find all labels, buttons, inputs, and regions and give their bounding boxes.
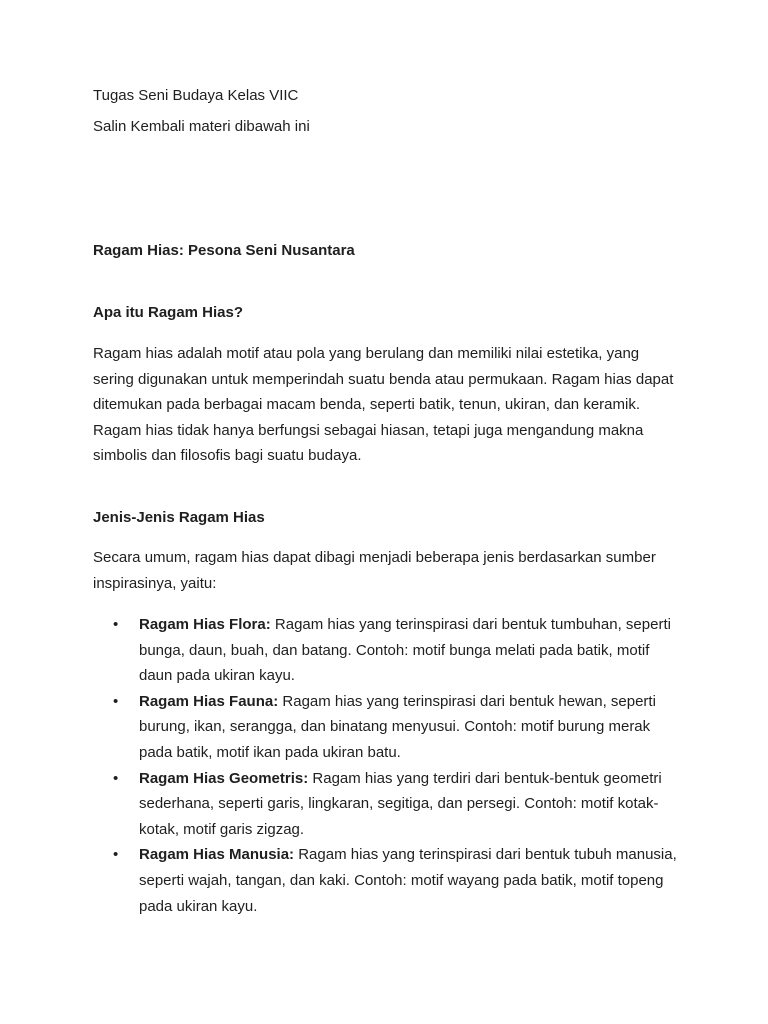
assignment-instruction: Salin Kembali materi dibawah ini: [93, 118, 310, 135]
list-item-text: Ragam hias yang terdiri dari bentuk-bentuk geometri sederhana, seperti garis, lingkaran, segitiga, dan persegi. Contoh: motif kotak-kotak, motif garis zigzag.: [139, 769, 662, 838]
list-item-term: Ragam Hias Manusia:: [139, 846, 295, 864]
list-item-text: Ragam hias yang terinspirasi dari bentuk hewan, seperti burung, ikan, serangga, dan binatang menyusui. Contoh: motif burung merak pada batik, motif ikan pada ukiran batu.: [139, 692, 656, 761]
list-item-term: Ragam Hias Flora:: [139, 616, 271, 633]
types-list: [93, 612, 683, 919]
bullet-icon: •: [113, 769, 119, 787]
bullet-icon: •: [113, 846, 119, 864]
list-item: [93, 842, 683, 919]
document-title: Ragam Hias: Pesona Seni Nusantara: [93, 242, 355, 259]
list-item: [93, 766, 683, 843]
list-item-term: Ragam Hias Fauna:: [139, 692, 279, 710]
bullet-icon: •: [113, 616, 119, 633]
list-item-term: Ragam Hias Geometris:: [139, 769, 309, 787]
bullet-icon: •: [113, 692, 119, 710]
list-item: [93, 612, 683, 689]
list-item-text: Ragam hias yang terinspirasi dari bentuk tumbuhan, seperti bunga, daun, buah, dan batang. Contoh: motif bunga melati pada batik, motif daun pada ukiran kayu.: [139, 616, 671, 685]
section-intro-types: Secara umum, ragam hias dapat dibagi menjadi beberapa jenis berdasarkan sumber inspirasinya, yaitu:: [93, 549, 656, 592]
section-paragraph-what-is: Ragam hias adalah motif atau pola yang berulang dan memiliki nilai estetika, yang sering digunakan untuk memperindah suatu benda atau permukaan. Ragam hias dapat ditemukan pada berbagai macam benda, seperti batik, tenun, ukiran, dan keramik. Ragam hias tidak hanya berfungsi sebagai hiasan, tetapi juga mengandung makna simbolis dan filosofis bagi suatu budaya.: [93, 345, 674, 465]
list-item-text: Ragam hias yang terinspirasi dari bentuk tubuh manusia, seperti wajah, tangan, dan kaki. Contoh: motif wayang pada batik, motif topeng pada ukiran kayu.: [139, 846, 677, 915]
list-item: [93, 689, 683, 766]
section-heading-types: Jenis-Jenis Ragam Hias: [93, 509, 265, 526]
assignment-title: Tugas Seni Budaya Kelas VIIC: [93, 87, 299, 104]
section-heading-what-is: Apa itu Ragam Hias?: [93, 304, 244, 321]
